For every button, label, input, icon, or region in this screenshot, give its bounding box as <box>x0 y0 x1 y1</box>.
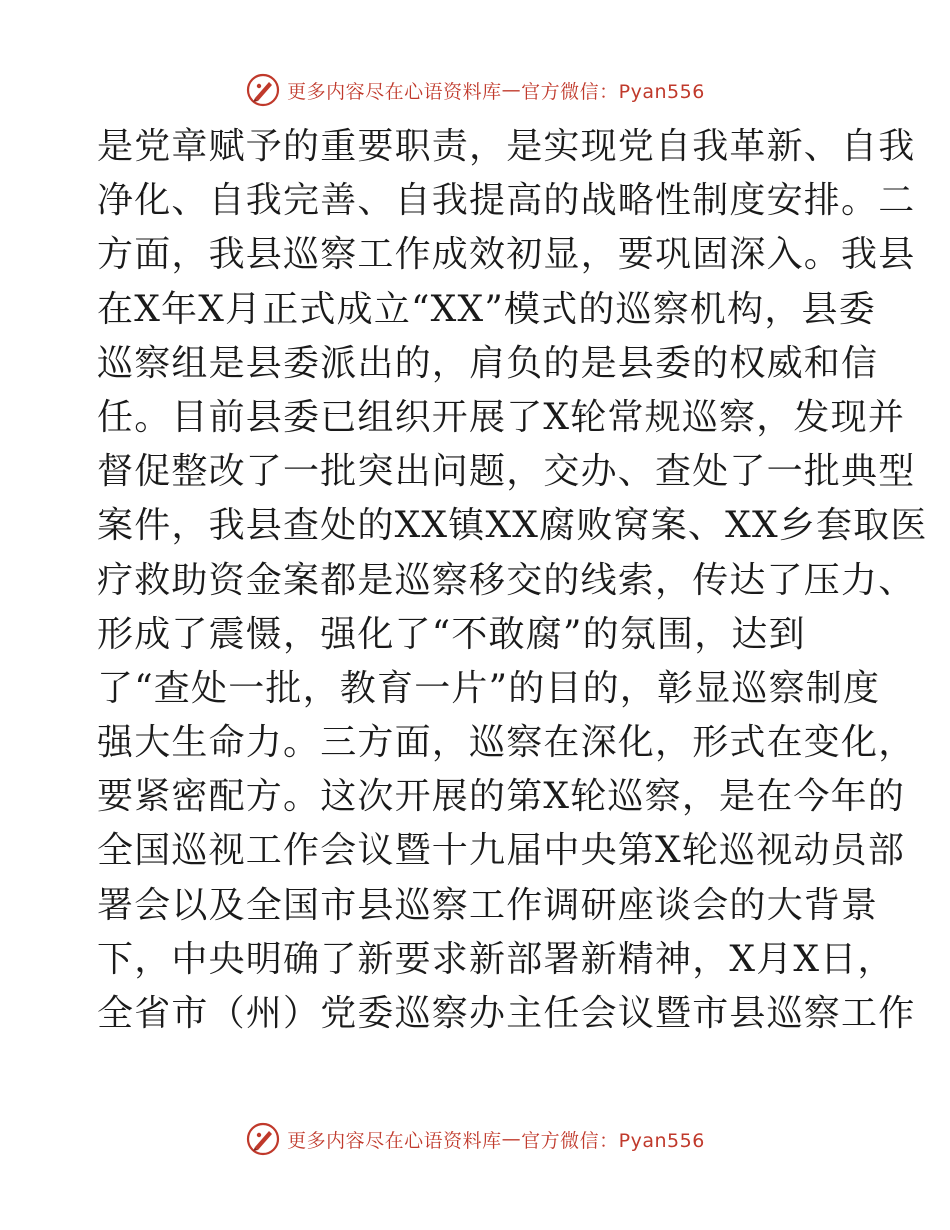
body-line: 强大生命力。三方面，巡察在深化，形式在变化， <box>97 722 916 764</box>
quill-pen-icon <box>245 1121 281 1157</box>
body-line: 案件，我县查处的XX镇XX腐败窝案、XX乡套取医 <box>97 505 928 547</box>
body-line: 全国巡视工作会议暨十九届中央第X轮巡视动员部 <box>97 830 906 872</box>
body-line: 净化、自我完善、自我提高的战略性制度安排。二 <box>97 180 916 222</box>
body-line: 任。目前县委已组织开展了X轮常规巡察，发现并 <box>97 396 906 438</box>
body-line: 是党章赋予的重要职责，是实现党自我革新、自我 <box>97 126 916 167</box>
body-line: 形成了震慑，强化了“不敢腐”的氛围，达到 <box>97 613 806 655</box>
document-body <box>97 120 928 1041</box>
footer-separator: — <box>501 1128 522 1150</box>
body-line: 了“查处一批，教育一片”的目的，彰显巡察制度 <box>97 667 881 709</box>
footer-lead-text: 更多内容尽在心语资料库 <box>287 1129 502 1152</box>
body-line: 全省市（州）党委巡察办主任会议暨市县巡察工作 <box>97 993 916 1034</box>
body-line: 方面，我县巡察工作成效初显，要巩固深入。我县 <box>97 234 916 276</box>
header-contact-text: 官方微信：Pyan556 <box>521 80 705 103</box>
body-line: 在X年X月正式成立“XX”模式的巡察机构，县委 <box>97 288 876 330</box>
header-lead-text: 更多内容尽在心语资料库 <box>287 80 502 103</box>
quill-pen-icon <box>245 72 281 108</box>
body-line: 要紧密配方。这次开展的第X轮巡察，是在今年的 <box>97 776 906 818</box>
header-separator: — <box>501 79 522 101</box>
footer-contact-text: 官方微信：Pyan556 <box>521 1129 705 1152</box>
body-line: 督促整改了一批突出问题，交办、查处了一批典型 <box>97 451 916 493</box>
body-line: 巡察组是县委派出的，肩负的是县委的权威和信 <box>97 342 879 384</box>
body-line: 署会以及全国市县巡察工作调研座谈会的大背景 <box>97 884 879 926</box>
footer-watermark <box>0 1119 950 1159</box>
header-watermark <box>0 70 950 110</box>
body-line: 下，中央明确了新要求新部署新精神，X月X日， <box>97 938 895 980</box>
body-line: 疗救助资金案都是巡察移交的线索，传达了压力、 <box>97 559 916 601</box>
